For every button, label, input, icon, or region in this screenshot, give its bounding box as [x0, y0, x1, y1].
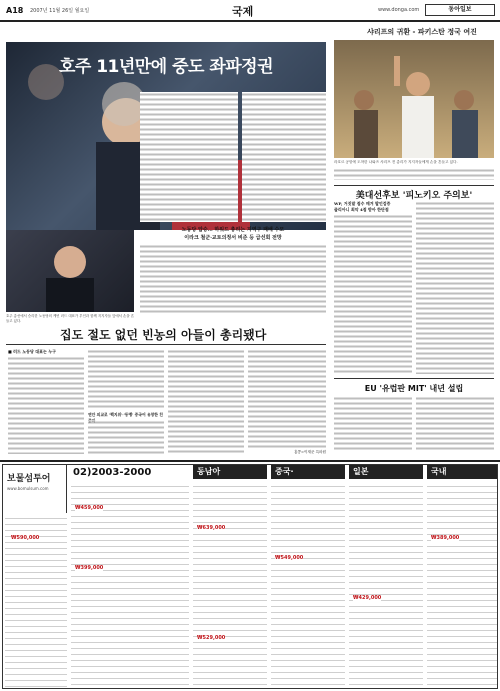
- ad-col-head-3: 일본: [349, 465, 423, 479]
- main-article-body: [140, 244, 326, 314]
- story2-col-2: [416, 396, 494, 452]
- price-tag: ₩549,000: [275, 555, 304, 561]
- ad-divider: [0, 460, 500, 462]
- website-url: www.donga.com: [378, 7, 420, 13]
- ad-listing-4: [271, 483, 345, 687]
- feature-col-2: [88, 349, 164, 409]
- ad-col-head-2: 중국·: [271, 465, 345, 479]
- main-headline: 호주 11년만에 중도 좌파정권: [58, 57, 274, 77]
- story1-headline: 美대선후보 '피노키오 주의보': [355, 191, 473, 201]
- rudd-portrait-image: [6, 230, 134, 312]
- price-tag: ₩639,000: [197, 525, 226, 531]
- right-caption-lines: [334, 168, 494, 180]
- ad-listing-5: [349, 483, 423, 687]
- story1-col-1: [334, 214, 412, 374]
- divider: [6, 344, 326, 345]
- right-photo-caption: 라호르 공항에 도착한 나와즈 샤리프 전 총리가 지지자들에게 손을 흔들고 있다.: [334, 160, 458, 164]
- newspaper-logo: 동아일보: [425, 4, 495, 16]
- tour-brand: 보물섬투어: [7, 474, 51, 484]
- right-photo-headline: 샤리프의 귀환 - 파키스탄 정국 여진: [367, 27, 477, 36]
- feature-headline: 집도 절도 없던 빈농의 아들이 총리됐다: [60, 328, 267, 342]
- page-header: [0, 0, 500, 22]
- feature-subhead: ■ 러드 노동당 대표는 누구: [8, 349, 56, 354]
- byline: 홍콩=이재준 특파원: [294, 450, 326, 454]
- divider-right-2: [334, 378, 494, 379]
- story2-headline: EU '유럽판 MIT' 내년 설립: [364, 384, 464, 393]
- main-subhead-1: 노동당 압승… 하워드 총리는 지역구 패배 수모: [181, 227, 285, 233]
- side-photo: [6, 230, 134, 312]
- travel-ad: [2, 464, 498, 689]
- ad-listing-3: [193, 483, 267, 687]
- main-article-column: [140, 92, 238, 222]
- ad-col-head-1: 동남아: [193, 465, 267, 479]
- main-article-column-2: [242, 92, 326, 222]
- page-number: A18: [6, 6, 24, 15]
- feature-subhead-2: 연안 외교로 '핵지위'·'동맹' 중국어 유창한 친: [88, 412, 163, 417]
- price-tag: ₩590,000: [11, 535, 40, 541]
- ad-listing-6: [427, 483, 497, 687]
- price-tag: ₩389,000: [431, 535, 460, 541]
- divider-right: [334, 185, 494, 186]
- feature-col-1: [8, 356, 84, 454]
- story1-subhead-2: 줄리아니 최악 4점 받아 한단점: [334, 207, 389, 212]
- story1-col-2: [416, 201, 494, 374]
- tour-web: www.bomulsum.com: [7, 486, 49, 491]
- feature-col-4: [248, 349, 326, 449]
- story1-subhead: WP, 거짓말 점수 매겨 발언검증: [334, 201, 391, 206]
- page-date: 2007년 11월 26일 월요일: [30, 8, 90, 14]
- tour-brand-block: [3, 465, 67, 513]
- ad-col-head-4: 국내: [427, 465, 497, 479]
- feature-col-2b: [88, 420, 164, 454]
- ad-listing-2: [71, 483, 189, 687]
- story2-col-1: [334, 396, 412, 452]
- sharif-crowd-image: [334, 40, 494, 158]
- price-tag: ₩429,000: [353, 595, 382, 601]
- section-title: 국제: [232, 5, 254, 18]
- photo-caption: 호주 총선에서 승리한 노동당의 케빈 러드 대표가 부인과 함께 지지자들 앞에서 손을 흔들고 있다.: [6, 314, 134, 323]
- main-subhead-2: 이라크 철군·교토의정서 비준 등 급선회 전망: [184, 235, 282, 241]
- right-photo: [334, 40, 494, 158]
- price-tag: ₩459,000: [75, 505, 104, 511]
- price-tag: ₩529,000: [197, 635, 226, 641]
- tour-phone: 02)2003-2000: [73, 467, 152, 478]
- feature-col-3: [168, 349, 244, 454]
- price-tag: ₩399,000: [75, 565, 104, 571]
